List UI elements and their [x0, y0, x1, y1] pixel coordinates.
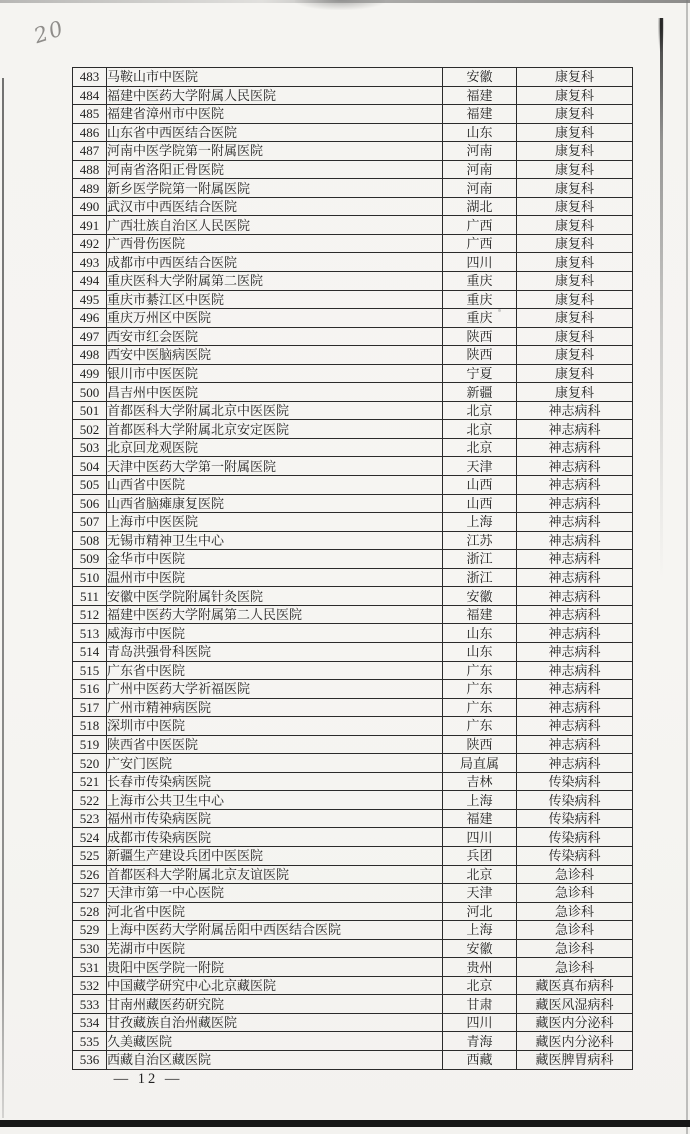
region-cell: 北京: [443, 420, 517, 439]
row-number-cell: 483: [73, 68, 107, 87]
table-row: [73, 939, 633, 958]
department-cell: 藏医真布病科: [517, 976, 633, 995]
hospital-name-cell: 广州中医药大学祈福医院: [107, 680, 443, 699]
scan-left-edge-artifact: [2, 78, 4, 1118]
table-row: [73, 383, 633, 402]
row-number-cell: 492: [73, 234, 107, 253]
region-cell: 广东: [443, 680, 517, 699]
department-cell: 康复科: [517, 179, 633, 198]
department-cell: 康复科: [517, 346, 633, 365]
hospital-name-cell: 陕西省中医医院: [107, 735, 443, 754]
region-cell: 陕西: [443, 346, 517, 365]
row-number-cell: 494: [73, 272, 107, 291]
region-cell: 兵团: [443, 846, 517, 865]
table-row: [73, 216, 633, 235]
department-cell: 神志病科: [517, 754, 633, 773]
row-number-cell: 526: [73, 865, 107, 884]
row-number-cell: 487: [73, 142, 107, 161]
hospital-name-cell: 武汉市中西医结合医院: [107, 197, 443, 216]
hospital-name-cell: 深圳市中医院: [107, 717, 443, 736]
table-row: [73, 531, 633, 550]
department-cell: 传染病科: [517, 809, 633, 828]
row-number-cell: 495: [73, 290, 107, 309]
region-cell: 广东: [443, 661, 517, 680]
hospital-name-cell: 河北省中医院: [107, 902, 443, 921]
row-number-cell: 486: [73, 123, 107, 142]
region-cell: 浙江: [443, 568, 517, 587]
region-cell: 四川: [443, 1013, 517, 1032]
row-number-cell: 503: [73, 438, 107, 457]
department-cell: 藏医风湿病科: [517, 995, 633, 1014]
hospital-name-cell: 福建省漳州市中医院: [107, 105, 443, 124]
row-number-cell: 493: [73, 253, 107, 272]
row-number-cell: 527: [73, 884, 107, 903]
department-cell: 神志病科: [517, 476, 633, 495]
row-number-cell: 521: [73, 772, 107, 791]
department-cell: 神志病科: [517, 698, 633, 717]
department-cell: 康复科: [517, 364, 633, 383]
department-cell: 神志病科: [517, 735, 633, 754]
row-number-cell: 523: [73, 809, 107, 828]
region-cell: 广西: [443, 234, 517, 253]
row-number-cell: 512: [73, 605, 107, 624]
department-cell: 康复科: [517, 197, 633, 216]
region-cell: 山东: [443, 624, 517, 643]
table-row: [73, 550, 633, 569]
region-cell: 天津: [443, 457, 517, 476]
department-cell: 传染病科: [517, 791, 633, 810]
hospital-name-cell: 银川市中医医院: [107, 364, 443, 383]
department-cell: 康复科: [517, 309, 633, 328]
region-cell: 重庆: [443, 272, 517, 291]
department-cell: 神志病科: [517, 531, 633, 550]
department-cell: 康复科: [517, 216, 633, 235]
table-row: [73, 958, 633, 977]
hospital-name-cell: 温州市中医院: [107, 568, 443, 587]
table-row: [73, 605, 633, 624]
department-cell: 神志病科: [517, 568, 633, 587]
row-number-cell: 501: [73, 401, 107, 420]
department-cell: 急诊科: [517, 902, 633, 921]
row-number-cell: 522: [73, 791, 107, 810]
hospital-name-cell: 天津市第一中心医院: [107, 884, 443, 903]
hospital-name-cell: 首都医科大学附属北京友谊医院: [107, 865, 443, 884]
row-number-cell: 535: [73, 1032, 107, 1051]
page-number: — 12 —: [113, 1071, 183, 1087]
region-cell: 山西: [443, 476, 517, 495]
department-cell: 康复科: [517, 383, 633, 402]
region-cell: 贵州: [443, 958, 517, 977]
row-number-cell: 511: [73, 587, 107, 606]
hospital-name-cell: 西安市红会医院: [107, 327, 443, 346]
region-cell: 重庆: [443, 290, 517, 309]
table-row: [73, 828, 633, 847]
department-cell: 传染病科: [517, 772, 633, 791]
table-row: [73, 105, 633, 124]
hospital-name-cell: 上海中医药大学附属岳阳中西医结合医院: [107, 921, 443, 940]
table-row: [73, 884, 633, 903]
row-number-cell: 504: [73, 457, 107, 476]
table-row: [73, 401, 633, 420]
row-number-cell: 500: [73, 383, 107, 402]
table-row: [73, 197, 633, 216]
hospital-name-cell: 贵阳中医学院一附院: [107, 958, 443, 977]
table-row: [73, 680, 633, 699]
hospital-name-cell: 上海市中医医院: [107, 513, 443, 532]
table-row: [73, 735, 633, 754]
region-cell: 北京: [443, 976, 517, 995]
table-row: [73, 457, 633, 476]
table-row: [73, 1050, 633, 1069]
region-cell: 青海: [443, 1032, 517, 1051]
department-cell: 神志病科: [517, 550, 633, 569]
row-number-cell: 517: [73, 698, 107, 717]
scan-right-edge-artifact: [686, 0, 688, 1134]
hospital-name-cell: 重庆市綦江区中医院: [107, 290, 443, 309]
department-cell: 急诊科: [517, 865, 633, 884]
table-row: [73, 86, 633, 105]
table-row: [73, 976, 633, 995]
department-cell: 急诊科: [517, 884, 633, 903]
region-cell: 广东: [443, 717, 517, 736]
scan-smudge-artifact: [295, 0, 385, 10]
region-cell: 西藏: [443, 1050, 517, 1069]
row-number-cell: 525: [73, 846, 107, 865]
hospital-name-cell: 北京回龙观医院: [107, 438, 443, 457]
table-row: [73, 1032, 633, 1051]
department-cell: 康复科: [517, 327, 633, 346]
hospital-name-cell: 西藏自治区藏医院: [107, 1050, 443, 1069]
region-cell: 上海: [443, 791, 517, 810]
table-row: [73, 921, 633, 940]
region-cell: 山东: [443, 123, 517, 142]
table-row: [73, 476, 633, 495]
region-cell: 北京: [443, 401, 517, 420]
hospital-name-cell: 福建中医药大学附属人民医院: [107, 86, 443, 105]
department-cell: 神志病科: [517, 624, 633, 643]
hospital-name-cell: 重庆万州区中医院: [107, 309, 443, 328]
hospital-name-cell: 昌吉州中医医院: [107, 383, 443, 402]
hospital-name-cell: 河南中医学院第一附属医院: [107, 142, 443, 161]
department-cell: 康复科: [517, 160, 633, 179]
table-row: [73, 142, 633, 161]
row-number-cell: 514: [73, 642, 107, 661]
handwritten-mark: 20: [31, 15, 68, 49]
hospital-name-cell: 安徽中医学院附属针灸医院: [107, 587, 443, 606]
row-number-cell: 496: [73, 309, 107, 328]
table-row: [73, 494, 633, 513]
hospital-name-cell: 山西省脑瘫康复医院: [107, 494, 443, 513]
row-number-cell: 497: [73, 327, 107, 346]
department-cell: 神志病科: [517, 457, 633, 476]
hospital-name-cell: 甘孜藏族自治州藏医院: [107, 1013, 443, 1032]
department-cell: 康复科: [517, 234, 633, 253]
region-cell: 安徽: [443, 939, 517, 958]
table-row: [73, 179, 633, 198]
table-row: [73, 346, 633, 365]
table-row: [73, 846, 633, 865]
department-cell: 神志病科: [517, 420, 633, 439]
department-cell: 神志病科: [517, 680, 633, 699]
department-cell: 藏医内分泌科: [517, 1013, 633, 1032]
table-row: [73, 438, 633, 457]
hospital-name-cell: 长春市传染病医院: [107, 772, 443, 791]
department-cell: 康复科: [517, 253, 633, 272]
hospital-name-cell: 威海市中医院: [107, 624, 443, 643]
department-cell: 康复科: [517, 123, 633, 142]
region-cell: 河南: [443, 179, 517, 198]
hospital-name-cell: 久美藏医院: [107, 1032, 443, 1051]
hospital-name-cell: 天津中医药大学第一附属医院: [107, 457, 443, 476]
row-number-cell: 499: [73, 364, 107, 383]
region-cell: 广东: [443, 698, 517, 717]
table-row: [73, 698, 633, 717]
row-number-cell: 534: [73, 1013, 107, 1032]
row-number-cell: 491: [73, 216, 107, 235]
table-row: [73, 327, 633, 346]
region-cell: 广西: [443, 216, 517, 235]
region-cell: 吉林: [443, 772, 517, 791]
row-number-cell: 520: [73, 754, 107, 773]
row-number-cell: 529: [73, 921, 107, 940]
row-number-cell: 490: [73, 197, 107, 216]
table-row: [73, 290, 633, 309]
department-cell: 急诊科: [517, 958, 633, 977]
row-number-cell: 508: [73, 531, 107, 550]
hospital-name-cell: 广东省中医院: [107, 661, 443, 680]
hospital-name-cell: 新疆生产建设兵团中医医院: [107, 846, 443, 865]
row-number-cell: 505: [73, 476, 107, 495]
department-cell: 传染病科: [517, 846, 633, 865]
hospital-name-cell: 广安门医院: [107, 754, 443, 773]
hospital-name-cell: 中国藏学研究中心北京藏医院: [107, 976, 443, 995]
hospital-name-cell: 首都医科大学附属北京中医医院: [107, 401, 443, 420]
table-row: [73, 791, 633, 810]
table-row: [73, 123, 633, 142]
region-cell: 福建: [443, 605, 517, 624]
row-number-cell: 533: [73, 995, 107, 1014]
region-cell: 上海: [443, 921, 517, 940]
table-row: [73, 513, 633, 532]
table-row: [73, 624, 633, 643]
hospital-name-cell: 芜湖市中医院: [107, 939, 443, 958]
row-number-cell: 515: [73, 661, 107, 680]
table-row: [73, 234, 633, 253]
region-cell: 陕西: [443, 327, 517, 346]
hospital-name-cell: 山东省中西医结合医院: [107, 123, 443, 142]
table-row: [73, 809, 633, 828]
department-cell: 康复科: [517, 290, 633, 309]
hospital-name-cell: 成都市中西医结合医院: [107, 253, 443, 272]
table-row: [73, 642, 633, 661]
hospital-name-cell: 马鞍山市中医院: [107, 68, 443, 87]
hospital-name-cell: 山西省中医院: [107, 476, 443, 495]
department-cell: 藏医内分泌科: [517, 1032, 633, 1051]
region-cell: 河南: [443, 142, 517, 161]
region-cell: 湖北: [443, 197, 517, 216]
region-cell: 甘肃: [443, 995, 517, 1014]
table-row: [73, 309, 633, 328]
region-cell: 浙江: [443, 550, 517, 569]
scan-fold-line-artifact: [660, 18, 663, 578]
department-cell: 急诊科: [517, 939, 633, 958]
hospital-name-cell: 新乡医学院第一附属医院: [107, 179, 443, 198]
table-row: [73, 160, 633, 179]
row-number-cell: 531: [73, 958, 107, 977]
row-number-cell: 506: [73, 494, 107, 513]
hospital-name-cell: 重庆医科大学附属第二医院: [107, 272, 443, 291]
row-number-cell: 528: [73, 902, 107, 921]
hospital-name-cell: 西安中医脑病医院: [107, 346, 443, 365]
region-cell: 江苏: [443, 531, 517, 550]
row-number-cell: 484: [73, 86, 107, 105]
row-number-cell: 502: [73, 420, 107, 439]
row-number-cell: 530: [73, 939, 107, 958]
department-cell: 神志病科: [517, 401, 633, 420]
department-cell: 神志病科: [517, 587, 633, 606]
region-cell: 宁夏: [443, 364, 517, 383]
row-number-cell: 510: [73, 568, 107, 587]
hospital-name-cell: 金华市中医院: [107, 550, 443, 569]
hospital-name-cell: 广西壮族自治区人民医院: [107, 216, 443, 235]
department-cell: 传染病科: [517, 828, 633, 847]
department-cell: 神志病科: [517, 661, 633, 680]
department-cell: 康复科: [517, 86, 633, 105]
scan-bottom-bar-artifact: [0, 1120, 690, 1127]
region-cell: 四川: [443, 828, 517, 847]
row-number-cell: 498: [73, 346, 107, 365]
row-number-cell: 485: [73, 105, 107, 124]
table-row: [73, 865, 633, 884]
row-number-cell: 489: [73, 179, 107, 198]
row-number-cell: 488: [73, 160, 107, 179]
table-row: [73, 772, 633, 791]
region-cell: 福建: [443, 86, 517, 105]
hospital-name-cell: 无锡市精神卫生中心: [107, 531, 443, 550]
department-cell: 康复科: [517, 105, 633, 124]
row-number-cell: 524: [73, 828, 107, 847]
department-cell: 藏医脾胃病科: [517, 1050, 633, 1069]
region-cell: 新疆: [443, 383, 517, 402]
region-cell: 河南: [443, 160, 517, 179]
row-number-cell: 532: [73, 976, 107, 995]
region-cell: 河北: [443, 902, 517, 921]
region-cell: 四川: [443, 253, 517, 272]
department-cell: 康复科: [517, 68, 633, 87]
table-row: [73, 902, 633, 921]
region-cell: 福建: [443, 105, 517, 124]
hospital-name-cell: 福州市传染病医院: [107, 809, 443, 828]
region-cell: 北京: [443, 865, 517, 884]
region-cell: 福建: [443, 809, 517, 828]
table-row: [73, 754, 633, 773]
region-cell: 安徽: [443, 587, 517, 606]
table-row: [73, 420, 633, 439]
table-row: [73, 1013, 633, 1032]
department-cell: 神志病科: [517, 605, 633, 624]
table-row: [73, 364, 633, 383]
region-cell: 山东: [443, 642, 517, 661]
department-cell: 神志病科: [517, 438, 633, 457]
department-cell: 康复科: [517, 142, 633, 161]
region-cell: 天津: [443, 884, 517, 903]
table-row: [73, 568, 633, 587]
row-number-cell: 507: [73, 513, 107, 532]
table-row: [73, 68, 633, 87]
table-row: [73, 661, 633, 680]
row-number-cell: 509: [73, 550, 107, 569]
region-cell: 局直属: [443, 754, 517, 773]
scan-fold-cap-artifact: [658, 18, 664, 52]
region-cell: 北京: [443, 438, 517, 457]
hospital-name-cell: 首都医科大学附属北京安定医院: [107, 420, 443, 439]
hospital-table-body: [73, 68, 633, 1070]
region-cell: 山西: [443, 494, 517, 513]
hospital-name-cell: 青岛洪强骨科医院: [107, 642, 443, 661]
hospital-name-cell: 河南省洛阳正骨医院: [107, 160, 443, 179]
hospital-name-cell: 福建中医药大学附属第二人民医院: [107, 605, 443, 624]
table-row: [73, 253, 633, 272]
region-cell: 安徽: [443, 68, 517, 87]
hospital-name-cell: 上海市公共卫生中心: [107, 791, 443, 810]
department-cell: 神志病科: [517, 513, 633, 532]
table-row: [73, 272, 633, 291]
region-cell: 陕西: [443, 735, 517, 754]
department-cell: 神志病科: [517, 642, 633, 661]
hospital-name-cell: 广州市精神病医院: [107, 698, 443, 717]
hospital-name-cell: 广西骨伤医院: [107, 234, 443, 253]
row-number-cell: 519: [73, 735, 107, 754]
region-cell: 重庆: [443, 309, 517, 328]
department-cell: 神志病科: [517, 494, 633, 513]
hospital-name-cell: 甘南州藏医药研究院: [107, 995, 443, 1014]
hospital-table: [72, 67, 633, 1070]
department-cell: 急诊科: [517, 921, 633, 940]
row-number-cell: 516: [73, 680, 107, 699]
row-number-cell: 513: [73, 624, 107, 643]
row-number-cell: 518: [73, 717, 107, 736]
table-row: [73, 587, 633, 606]
row-number-cell: 536: [73, 1050, 107, 1069]
table-row: [73, 995, 633, 1014]
hospital-name-cell: 成都市传染病医院: [107, 828, 443, 847]
department-cell: 神志病科: [517, 717, 633, 736]
department-cell: 康复科: [517, 272, 633, 291]
table-row: [73, 717, 633, 736]
region-cell: 上海: [443, 513, 517, 532]
